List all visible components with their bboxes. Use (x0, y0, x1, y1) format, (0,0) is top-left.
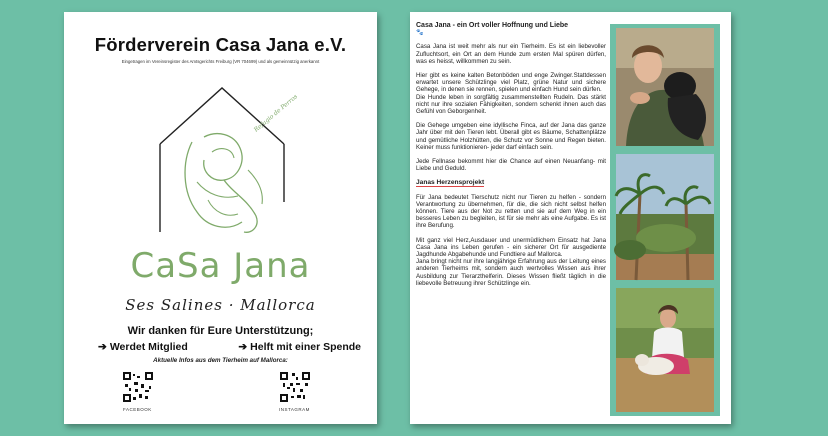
brand-location: Ses Salines · Mallorca (125, 296, 316, 314)
photo-woman-in-field (616, 288, 714, 412)
cta-donation-label: Helft mit einer Spende (250, 341, 361, 353)
facebook-label: FACEBOOK (123, 407, 152, 412)
instagram-qr-code[interactable] (280, 372, 310, 402)
paragraph-no-kennels: Hier gibt es keine kalten Betonböden und enge Zwinger.Stattdessen erwartet unsere Schützlinge viel Platz, grüne Natur und sichere Gehege, in denen sie rennen, spielen und einfach Hund sein dürfen. (416, 72, 606, 94)
registration-note: Eingetragen im Vereinsregister des Amtsgerichts Freiburg (VR 704699) und als gemeinnützig anerkannt (121, 59, 320, 64)
thanks-line: Wir danken für Eure Unterstützung; (127, 325, 314, 337)
section-heading (416, 179, 606, 186)
section-heading-text: Janas Herzensprojekt (416, 179, 485, 187)
paw-icon: 🐾 (416, 30, 424, 37)
paragraph-experience: Jana bringt nicht nur ihre langjährige Erfahrung aus der Leitung eines anderen Tierheims mit, sondern auch wertvolles Wissen aus ihrer Ausbildung zur Tierarzthelferin. Dieses Wissen fließt täglich in die liebevolle Betreuung ihrer Schützlinge ein. (416, 258, 606, 287)
flyer-info-page (410, 12, 731, 424)
info-heading (416, 22, 606, 37)
paragraph-packs: Die Hunde leben in sorgfältig zusammenstellten Rudeln. Das stärkt nicht nur ihre sozialen Fähigkeiten, sondern schenkt ihnen auch das Gefühl von Geborgenheit. (416, 93, 606, 116)
cta-membership (98, 341, 188, 353)
logo-script-text: Refugio de Perros (252, 93, 300, 134)
association-title: Förderverein Casa Jana e.V. (94, 34, 347, 55)
paragraph-finca: Die Gehege umgeben eine idyllische Finca, auf der Jana das ganze Jahr über mit den Tieren lebt. Überall gibt es Bäume, Schattenplätze und gemütliche Holzhütten, die Schutz vor Sonne und Regen bieten. Keiner muss funktionieren- jeder darf einfach sein. (416, 122, 606, 151)
arrow-right-icon: ➔ (98, 341, 107, 353)
paragraph-new-start: Jede Fellnase bekommt hier die Chance auf einen Neuanfang- mit Liebe und Geduld. (416, 158, 606, 173)
photo-woman-with-dog (616, 28, 714, 146)
photo-column (610, 24, 720, 416)
info-heading-text: Casa Jana - ein Ort voller Hoffnung und Liebe (416, 22, 569, 29)
casa-jana-logo (152, 82, 300, 248)
infos-line: Aktuelle Infos aus dem Tierheim auf Mallorca: (153, 357, 288, 364)
paragraph-founding: Mit ganz viel Herz,Ausdauer und unermüdlichem Einsatz hat Jana Casa Jana ins Leben gerufen - ein sicherer Ort für ausgediente Jagdhunde Abgabehunde und Fundtiere auf Mallorca. (416, 236, 606, 259)
call-to-action-row (98, 341, 361, 353)
paragraph-animal-protection: Für Jana bedeutet Tierschutz nicht nur Tieren zu helfen - sondern Verantwortung zu übernehmen, für die, die sich nicht selbst helfen können. Tiere aus der Not zu retten und sie auf dem Weg in ein besseres Leben zu begleiten, ist für sie mehr als eine Aufgabe. Es ist ihre Berufung. (416, 193, 606, 230)
paragraph-intro: Casa Jana ist weit mehr als nur ein Tierheim. Es ist ein liebevoller Zufluchtsort, ein Ort an dem Hunde zum ersten Mal spüren dürfen, was es heisst, willkommen zu sein. (416, 43, 606, 65)
arrow-right-icon: ➔ (238, 341, 248, 353)
cta-membership-label: Werdet Mitglied (109, 341, 188, 353)
flyer-front-page (64, 12, 377, 424)
brand-name: CaSa Jana (130, 246, 311, 286)
cta-donation (238, 341, 361, 353)
info-text-column (416, 22, 606, 294)
instagram-label: INSTAGRAM (279, 407, 310, 412)
photo-finca-garden (616, 154, 714, 280)
facebook-qr-code[interactable] (123, 372, 153, 402)
